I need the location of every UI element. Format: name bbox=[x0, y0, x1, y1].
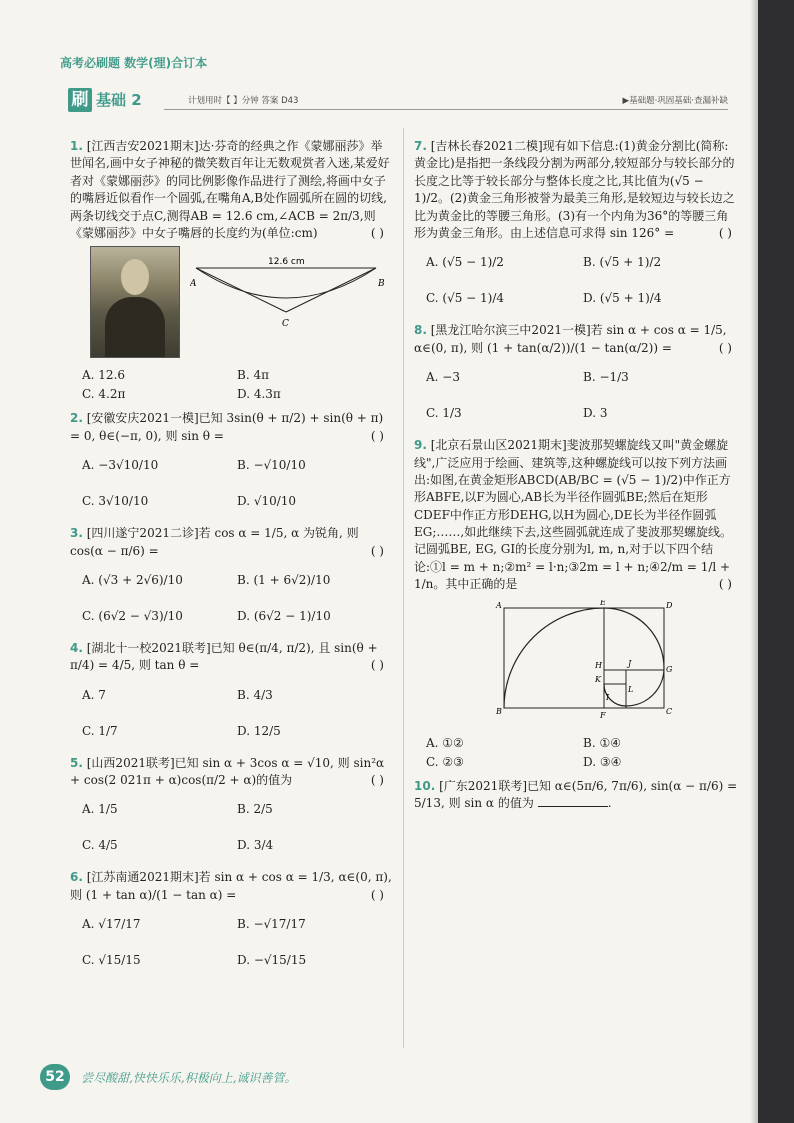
option-c[interactable]: C. (√5 − 1)/4 bbox=[426, 291, 505, 306]
option-c[interactable]: C. 4.2π bbox=[82, 387, 126, 402]
question-8 bbox=[414, 322, 740, 431]
question-text: [安徽安庆2021一模]已知 3sin(θ + π/2) + sin(θ + π) = 0, θ∈(−π, 0), 则 sin θ = bbox=[70, 411, 384, 443]
question-text: [江苏南通2021期末]若 sin α + cos α = 1/3, α∈(0, π), 则 (1 + tan α)/(1 − tan α) = bbox=[70, 870, 392, 902]
question-number: 6. bbox=[70, 870, 83, 885]
answer-paren: ( ) bbox=[718, 225, 732, 240]
option-b[interactable]: B. 4/3 bbox=[237, 687, 273, 702]
options bbox=[82, 677, 392, 749]
question-7 bbox=[414, 138, 740, 316]
question-text: [山西2021联考]已知 sin α + 3cos α = √10, 则 sin²α + cos(2 021π + α)cos(π/2 + α)的值为 bbox=[70, 755, 385, 788]
options bbox=[426, 734, 740, 772]
question-5 bbox=[70, 755, 392, 864]
point-f-label: F bbox=[600, 710, 606, 720]
answer-paren: ( ) bbox=[370, 428, 384, 443]
chord-length-label: 12.6 cm bbox=[268, 257, 305, 268]
spiral-curve bbox=[504, 608, 664, 708]
right-column bbox=[414, 138, 740, 818]
point-a-label: A bbox=[496, 600, 502, 610]
point-l-label: L bbox=[628, 684, 634, 694]
option-a[interactable]: A. √17/17 bbox=[82, 917, 141, 932]
point-a-label: A bbox=[190, 279, 197, 290]
option-b[interactable]: B. (1 + 6√2)/10 bbox=[237, 572, 331, 587]
options bbox=[82, 906, 392, 978]
point-c-label: C bbox=[282, 319, 289, 330]
options bbox=[426, 244, 740, 316]
options bbox=[82, 791, 392, 863]
question-1 bbox=[70, 138, 392, 404]
question-text: [广东2021联考]已知 α∈(5π/6, 7π/6), sin(α − π/6) = 5/13, 则 sin α 的值为 bbox=[414, 778, 738, 811]
option-b[interactable]: B. 2/5 bbox=[237, 802, 273, 817]
option-d[interactable]: D. √10/10 bbox=[237, 494, 297, 509]
option-d[interactable]: D. (6√2 − 1)/10 bbox=[237, 608, 331, 623]
answer-blank[interactable] bbox=[538, 806, 608, 807]
section-header bbox=[68, 88, 728, 110]
point-b-label: B bbox=[378, 279, 385, 290]
question-number: 1. bbox=[70, 139, 83, 153]
rectangle-abcd bbox=[504, 608, 664, 708]
page-number: 52 bbox=[40, 1064, 70, 1090]
brush-badge: 刷 bbox=[68, 88, 92, 112]
page-footer bbox=[40, 1064, 297, 1090]
option-b[interactable]: B. ①④ bbox=[583, 735, 621, 750]
question-1-figures bbox=[70, 246, 392, 364]
point-k-label: K bbox=[595, 674, 601, 684]
point-e-label: E bbox=[600, 599, 606, 607]
question-2 bbox=[70, 410, 392, 519]
footer-motto: 尝尽酸甜,快快乐乐,积极向上,诚识善管。 bbox=[81, 1070, 297, 1085]
answer-paren: ( ) bbox=[370, 887, 384, 902]
section-title: 基础 2 bbox=[96, 91, 142, 109]
option-c[interactable]: C. 1/3 bbox=[426, 406, 462, 421]
answer-paren: ( ) bbox=[718, 577, 732, 592]
option-b[interactable]: B. −1/3 bbox=[583, 370, 629, 385]
options bbox=[82, 366, 392, 404]
mona-lisa-image bbox=[90, 246, 180, 358]
option-d[interactable]: D. −√15/15 bbox=[237, 953, 307, 968]
answer-paren: ( ) bbox=[370, 658, 384, 673]
options bbox=[82, 447, 392, 519]
option-a[interactable]: A. −3√10/10 bbox=[82, 458, 159, 473]
series-title: 高考必刷题 数学(理)合订本 bbox=[60, 56, 208, 70]
section-tagline: ▶基础题·巩固基础·查漏补缺 bbox=[622, 96, 728, 106]
option-b[interactable]: B. −√17/17 bbox=[237, 917, 306, 932]
question-number: 7. bbox=[414, 139, 427, 153]
option-d[interactable]: D. ③④ bbox=[583, 754, 622, 769]
tangent-bc bbox=[286, 268, 376, 312]
option-b[interactable]: B. −√10/10 bbox=[237, 458, 306, 473]
point-b-label: B bbox=[496, 706, 502, 716]
option-c[interactable]: C. 1/7 bbox=[82, 723, 118, 738]
point-d-label: D bbox=[666, 600, 673, 610]
question-10 bbox=[414, 778, 740, 813]
question-text: [北京石景山区2021期末]斐波那契螺旋线又叫"黄金螺旋线",广泛应用于绘画、建筑等,这种螺旋线可以按下列方法画出:如图,在黄金矩形ABCD(AB/BC = (√5 − 1)/2)中作正方形ABFE,以F为圆心,AB长为半径作圆弧BE;然后在矩形CDEF中作正方形DEHG,以H为圆心,DE长为半径作圆弧EG;……,如此继续下去,这些圆弧就连成了斐波那契螺旋线。记圆弧BE, EG, GI的长度分别为l, m, n,对于以下四个结论:①l = m + n;②m² = l·n;③2m = l + n;④2/m = 1/l + 1/n。其中正确的是 bbox=[414, 438, 733, 592]
option-c[interactable]: C. (6√2 − √3)/10 bbox=[82, 608, 183, 623]
answer-paren: ( ) bbox=[718, 340, 732, 355]
option-d[interactable]: D. 3 bbox=[583, 406, 608, 421]
option-c[interactable]: C. 4/5 bbox=[82, 838, 118, 853]
option-d[interactable]: D. (√5 + 1)/4 bbox=[583, 291, 662, 306]
option-c[interactable]: C. 3√10/10 bbox=[82, 494, 149, 509]
option-a[interactable]: A. 7 bbox=[82, 687, 106, 702]
question-number: 4. bbox=[70, 640, 83, 655]
point-g-label: G bbox=[666, 664, 673, 674]
option-c[interactable]: C. ②③ bbox=[426, 754, 464, 769]
left-column bbox=[70, 138, 392, 984]
option-a[interactable]: A. (√3 + 2√6)/10 bbox=[82, 572, 183, 587]
header-rule bbox=[164, 109, 728, 110]
option-a[interactable]: A. −3 bbox=[426, 370, 460, 385]
column-divider bbox=[403, 128, 404, 1048]
option-b[interactable]: B. (√5 + 1)/2 bbox=[583, 255, 662, 270]
option-d[interactable]: D. 12/5 bbox=[237, 723, 281, 738]
timer-text: 计划用时【 】分钟 答案 D43 bbox=[188, 96, 299, 106]
answer-paren: ( ) bbox=[370, 773, 384, 788]
question-number: 8. bbox=[414, 323, 427, 338]
option-a[interactable]: A. 1/5 bbox=[82, 802, 118, 817]
option-d[interactable]: D. 3/4 bbox=[237, 838, 274, 853]
question-text: [黑龙江哈尔滨三中2021一模]若 sin α + cos α = 1/5, α∈(0, π), 则 (1 + tan(α/2))/(1 − tan(α/2)) = bbox=[414, 323, 727, 355]
question-number: 5. bbox=[70, 755, 83, 770]
point-j-label: J bbox=[628, 658, 632, 668]
point-c-label: C bbox=[666, 706, 673, 716]
answer-paren: ( ) bbox=[370, 543, 384, 558]
option-a[interactable]: A. (√5 − 1)/2 bbox=[426, 255, 504, 270]
question-number: 2. bbox=[70, 411, 83, 426]
question-text: [湖北十一校2021联考]已知 θ∈(π/4, π/2), 且 sin(θ + π/4) = 4/5, 则 tan θ = bbox=[70, 640, 378, 673]
question-9 bbox=[414, 437, 740, 772]
option-a[interactable]: A. ①② bbox=[426, 735, 464, 750]
lip-arc bbox=[196, 268, 376, 298]
lip-arc-diagram bbox=[190, 256, 390, 346]
question-text: [江西吉安2021期末]达·芬奇的经典之作《蒙娜丽莎》举世闻名,画中女子神秘的微笑数百年让无数观赏者入迷,某爱好者对《蒙娜丽莎》的同比例影像作品进行了测绘,将画中女子的嘴唇近似看作一个圆弧,在嘴角A,B处作圆弧所在圆的切线,两条切线交于点C,测得AB = 12.6 cm,∠ACB = 2π/3,则《蒙娜丽莎》中女子嘴唇的长度约为(单位:cm) bbox=[70, 139, 390, 240]
question-3 bbox=[70, 525, 392, 634]
golden-spiral-diagram bbox=[494, 600, 684, 730]
question-text: [吉林长春2021二模]现有如下信息:(1)黄金分割比(简称:黄金比)是指把一条线段分割为两部分,较短部分与较长部分的长度之比等于较长部分与整体长度之比,其比值为(√5 − 1)/2。(2)黄金三角形被誉为最美三角形,是较短边与较长边之比为黄金比的等腰三角形。(3)有一个内角为36°的等腰三角形为黄金三角形。由上述信息可求得 sin 126° = bbox=[414, 139, 735, 240]
question-number: 9. bbox=[414, 438, 427, 453]
question-number: 10. bbox=[414, 778, 436, 793]
book-binding-edge bbox=[758, 0, 794, 1123]
tangent-ac bbox=[196, 268, 286, 312]
question-number: 3. bbox=[70, 526, 83, 541]
option-b[interactable]: B. 4π bbox=[237, 368, 269, 383]
question-6 bbox=[70, 869, 392, 978]
point-i-label: I bbox=[606, 692, 610, 702]
option-c[interactable]: C. √15/15 bbox=[82, 953, 141, 968]
option-d[interactable]: D. 4.3π bbox=[237, 387, 281, 402]
option-a[interactable]: A. 12.6 bbox=[82, 368, 126, 383]
question-tail: . bbox=[607, 796, 612, 811]
options bbox=[82, 562, 392, 634]
options bbox=[426, 359, 740, 431]
point-h-label: H bbox=[595, 660, 602, 670]
answer-paren: ( ) bbox=[370, 225, 384, 240]
question-text: [四川遂宁2021二诊]若 cos α = 1/5, α 为锐角, 则 cos(α − π/6) = bbox=[70, 526, 359, 558]
question-4 bbox=[70, 640, 392, 749]
